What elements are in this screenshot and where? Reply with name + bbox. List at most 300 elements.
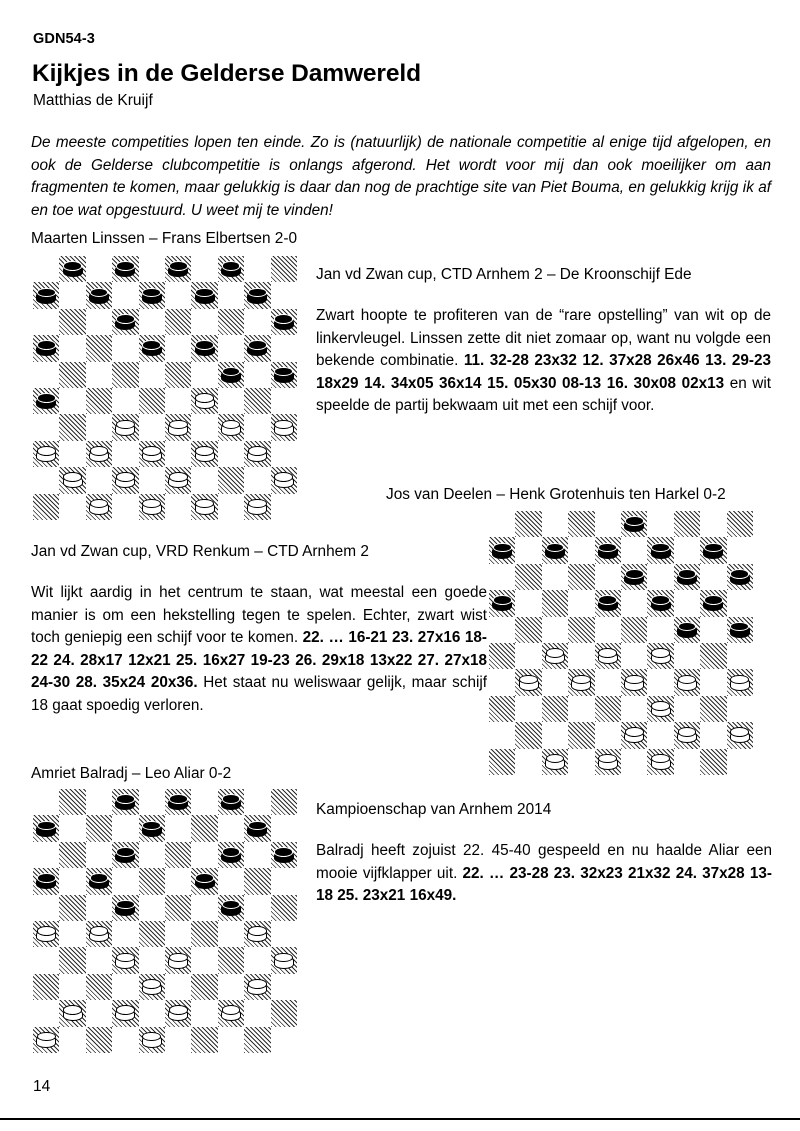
board-square-light — [244, 895, 270, 921]
black-piece — [36, 288, 56, 304]
white-piece — [247, 446, 267, 462]
commentary-text: Balradj heeft zojuist 22. 45-40 gespeeld en nu haalde Aliar een mooie vijfklapper uit. — [316, 842, 772, 882]
board-square-light — [674, 537, 700, 563]
board-square-30 — [244, 921, 270, 947]
board-square-46 — [33, 494, 59, 520]
board-square-39 — [647, 696, 673, 722]
game-2-heading: Jos van Deelen – Henk Grotenhuis ten Harkel 0-2 — [386, 486, 726, 503]
board-square-light — [515, 749, 541, 775]
board-square-8 — [139, 282, 165, 308]
board-square-light — [271, 441, 297, 467]
board-square-14 — [218, 309, 244, 335]
board-square-light — [33, 309, 59, 335]
board-square-13 — [621, 564, 647, 590]
board-square-20 — [244, 335, 270, 361]
piece-top — [222, 794, 241, 804]
board-square-light — [244, 842, 270, 868]
board-square-15 — [271, 842, 297, 868]
game-1-heading: Maarten Linssen – Frans Elbertsen 2-0 — [31, 230, 298, 247]
board-square-light — [244, 256, 270, 282]
board-square-light — [59, 1027, 85, 1053]
board-square-41 — [515, 722, 541, 748]
board-square-light — [191, 256, 217, 282]
board-square-38 — [139, 441, 165, 467]
piece-top — [274, 847, 293, 857]
black-piece — [36, 873, 56, 889]
board-square-47 — [86, 1027, 112, 1053]
black-piece — [703, 543, 723, 559]
black-piece — [677, 622, 697, 638]
piece-top — [248, 926, 267, 936]
board-square-42 — [112, 467, 138, 493]
board-square-light — [647, 669, 673, 695]
white-piece — [63, 1005, 83, 1021]
board-square-light — [59, 441, 85, 467]
piece-top — [37, 340, 56, 350]
board-square-3 — [165, 789, 191, 815]
board-square-3 — [621, 511, 647, 537]
piece-top — [90, 926, 109, 936]
board-square-50 — [244, 1027, 270, 1053]
board-square-light — [165, 282, 191, 308]
board-square-12 — [112, 842, 138, 868]
page-number: 14 — [33, 1078, 51, 1095]
board-square-16 — [33, 335, 59, 361]
white-piece — [115, 953, 135, 969]
board-square-light — [218, 815, 244, 841]
piece-top — [142, 1032, 161, 1042]
board-square-light — [139, 842, 165, 868]
piece-top — [142, 446, 161, 456]
board-square-13 — [165, 842, 191, 868]
board-square-light — [489, 669, 515, 695]
piece-top — [704, 543, 723, 553]
board-square-11 — [59, 842, 85, 868]
white-piece — [247, 979, 267, 995]
board-square-20 — [700, 590, 726, 616]
piece-top — [730, 569, 749, 579]
black-piece — [115, 900, 135, 916]
board-square-5 — [271, 789, 297, 815]
board-square-light — [621, 643, 647, 669]
board-square-10 — [244, 815, 270, 841]
board-square-11 — [59, 309, 85, 335]
white-piece — [89, 446, 109, 462]
board-square-light — [244, 947, 270, 973]
board-square-light — [86, 947, 112, 973]
board-square-light — [139, 467, 165, 493]
white-piece — [115, 420, 135, 436]
board-square-light — [700, 617, 726, 643]
move-notation: 22. … 16-21 23. 27x16 18-22 24. 28x17 12x21 25. 16x27 19-23 26. 29x18 13x22 27. 27x18 24-30 28. 35x24 20x36. — [31, 629, 487, 692]
board-square-37 — [542, 696, 568, 722]
board-square-light — [139, 414, 165, 440]
commentary-text: en wit speelde de partij bekwaam uit met een schijf voor. — [316, 374, 771, 415]
board-square-light — [218, 494, 244, 520]
black-piece — [168, 794, 188, 810]
board-square-light — [542, 564, 568, 590]
footer-divider — [0, 1118, 800, 1120]
piece-top — [222, 261, 241, 271]
black-piece — [168, 261, 188, 277]
piece-top — [116, 794, 135, 804]
piece-top — [90, 499, 109, 509]
piece-top — [678, 727, 697, 737]
black-piece — [142, 340, 162, 356]
board-square-32 — [568, 669, 594, 695]
black-piece — [195, 288, 215, 304]
board-square-21 — [515, 617, 541, 643]
board-square-light — [218, 868, 244, 894]
board-square-31 — [59, 414, 85, 440]
board-square-44 — [674, 722, 700, 748]
piece-top — [169, 953, 188, 963]
board-square-light — [165, 974, 191, 1000]
board-square-19 — [647, 590, 673, 616]
board-square-5 — [271, 256, 297, 282]
board-square-18 — [139, 868, 165, 894]
board-square-49 — [191, 494, 217, 520]
black-piece — [89, 873, 109, 889]
white-piece — [730, 675, 750, 691]
board-square-25 — [727, 617, 753, 643]
board-square-light — [647, 617, 673, 643]
piece-top — [142, 340, 161, 350]
board-square-1 — [515, 511, 541, 537]
board-square-20 — [244, 868, 270, 894]
black-piece — [274, 847, 294, 863]
piece-top — [116, 1005, 135, 1015]
board-square-light — [271, 335, 297, 361]
board-square-17 — [542, 590, 568, 616]
piece-top — [678, 622, 697, 632]
white-piece — [168, 420, 188, 436]
board-square-light — [112, 974, 138, 1000]
piece-top — [116, 953, 135, 963]
board-square-light — [700, 669, 726, 695]
piece-top — [37, 926, 56, 936]
board-square-21 — [59, 895, 85, 921]
white-piece — [677, 675, 697, 691]
white-piece — [247, 499, 267, 515]
board-square-31 — [59, 947, 85, 973]
game-3-heading: Amriet Balradj – Leo Aliar 0-2 — [31, 765, 232, 782]
board-square-22 — [112, 895, 138, 921]
board-square-light — [244, 789, 270, 815]
board-square-light — [112, 388, 138, 414]
document-code: GDN54-3 — [33, 31, 95, 47]
board-square-light — [489, 511, 515, 537]
piece-top — [169, 794, 188, 804]
board-square-light — [59, 388, 85, 414]
piece-top — [142, 499, 161, 509]
white-piece — [221, 420, 241, 436]
board-square-44 — [218, 467, 244, 493]
board-square-light — [139, 947, 165, 973]
board-square-27 — [86, 388, 112, 414]
board-square-2 — [112, 256, 138, 282]
board-square-light — [218, 282, 244, 308]
board-square-light — [568, 749, 594, 775]
board-square-light — [674, 696, 700, 722]
board-square-light — [218, 974, 244, 1000]
page-title: Kijkjes in de Gelderse Damwereld — [32, 60, 421, 87]
board-square-43 — [165, 1000, 191, 1026]
board-square-light — [621, 590, 647, 616]
board-square-28 — [595, 643, 621, 669]
black-piece — [247, 821, 267, 837]
piece-top — [248, 340, 267, 350]
black-piece — [115, 314, 135, 330]
black-piece — [598, 543, 618, 559]
piece-top — [222, 1005, 241, 1015]
piece-top — [142, 821, 161, 831]
white-piece — [142, 499, 162, 515]
board-square-light — [59, 974, 85, 1000]
board-square-light — [621, 537, 647, 563]
black-piece — [274, 367, 294, 383]
piece-top — [598, 648, 617, 658]
black-piece — [142, 288, 162, 304]
board-square-light — [568, 537, 594, 563]
piece-top — [63, 1005, 82, 1015]
black-piece — [703, 595, 723, 611]
piece-top — [274, 314, 293, 324]
black-piece — [115, 261, 135, 277]
white-piece — [89, 926, 109, 942]
piece-top — [116, 314, 135, 324]
piece-top — [546, 543, 565, 553]
board-square-light — [727, 749, 753, 775]
board-square-21 — [59, 362, 85, 388]
piece-top — [651, 543, 670, 553]
black-piece — [221, 367, 241, 383]
piece-top — [625, 516, 644, 526]
board-square-1 — [59, 256, 85, 282]
board-square-light — [271, 815, 297, 841]
piece-top — [116, 472, 135, 482]
black-piece — [221, 847, 241, 863]
white-piece — [195, 393, 215, 409]
piece-top — [248, 821, 267, 831]
board-square-35 — [271, 947, 297, 973]
board-square-light — [59, 282, 85, 308]
white-piece — [624, 727, 644, 743]
game-2-event: Jan vd Zwan cup, VRD Renkum – CTD Arnhem 2 — [31, 543, 369, 560]
piece-top — [248, 499, 267, 509]
black-piece — [624, 569, 644, 585]
move-notation: 22. … 23-28 23. 32x23 21x32 24. 37x28 13-18 25. 23x21 16x49. — [316, 864, 772, 905]
piece-top — [37, 288, 56, 298]
board-square-light — [674, 749, 700, 775]
white-piece — [115, 1005, 135, 1021]
piece-top — [598, 754, 617, 764]
board-square-9 — [191, 282, 217, 308]
board-square-22 — [112, 362, 138, 388]
piece-top — [546, 648, 565, 658]
black-piece — [274, 314, 294, 330]
black-piece — [651, 543, 671, 559]
board-square-light — [112, 868, 138, 894]
white-piece — [598, 754, 618, 770]
board-square-17 — [86, 868, 112, 894]
black-piece — [89, 288, 109, 304]
board-square-2 — [112, 789, 138, 815]
board-square-41 — [59, 467, 85, 493]
black-piece — [247, 288, 267, 304]
game-3-commentary — [316, 840, 772, 908]
board-square-6 — [33, 815, 59, 841]
black-piece — [492, 543, 512, 559]
piece-top — [116, 847, 135, 857]
board-square-light — [112, 282, 138, 308]
black-piece — [651, 595, 671, 611]
board-square-45 — [271, 467, 297, 493]
board-square-29 — [191, 921, 217, 947]
piece-top — [678, 569, 697, 579]
piece-top — [678, 675, 697, 685]
board-square-light — [542, 722, 568, 748]
board-square-9 — [647, 537, 673, 563]
board-square-light — [86, 414, 112, 440]
board-square-light — [33, 789, 59, 815]
board-square-44 — [218, 1000, 244, 1026]
board-square-light — [33, 947, 59, 973]
white-piece — [36, 446, 56, 462]
board-square-light — [59, 815, 85, 841]
board-square-23 — [165, 895, 191, 921]
piece-top — [546, 754, 565, 764]
board-square-light — [218, 1027, 244, 1053]
white-piece — [168, 953, 188, 969]
board-square-6 — [489, 537, 515, 563]
black-piece — [195, 873, 215, 889]
board-square-light — [700, 722, 726, 748]
white-piece — [142, 1032, 162, 1048]
board-square-light — [112, 815, 138, 841]
white-piece — [195, 446, 215, 462]
board-square-25 — [271, 895, 297, 921]
board-square-48 — [139, 494, 165, 520]
board-square-light — [165, 494, 191, 520]
board-square-49 — [647, 749, 673, 775]
black-piece — [221, 794, 241, 810]
game-3-event: Kampioenschap van Arnhem 2014 — [316, 801, 552, 818]
piece-top — [651, 648, 670, 658]
white-piece — [677, 727, 697, 743]
board-square-7 — [86, 282, 112, 308]
board-square-39 — [191, 441, 217, 467]
piece-top — [116, 900, 135, 910]
board-square-light — [674, 590, 700, 616]
board-square-light — [542, 669, 568, 695]
black-piece — [63, 261, 83, 277]
board-square-32 — [112, 947, 138, 973]
piece-top — [37, 393, 56, 403]
piece-top — [195, 446, 214, 456]
board-square-light — [112, 494, 138, 520]
piece-top — [625, 569, 644, 579]
board-square-45 — [271, 1000, 297, 1026]
draughts-board-2 — [489, 511, 753, 775]
piece-top — [37, 1032, 56, 1042]
board-square-light — [271, 974, 297, 1000]
board-square-light — [139, 362, 165, 388]
board-square-light — [165, 868, 191, 894]
piece-top — [169, 1005, 188, 1015]
piece-top — [274, 953, 293, 963]
board-square-32 — [112, 414, 138, 440]
board-square-42 — [112, 1000, 138, 1026]
piece-top — [90, 446, 109, 456]
board-square-light — [86, 842, 112, 868]
piece-top — [169, 420, 188, 430]
board-square-2 — [568, 511, 594, 537]
board-square-light — [86, 467, 112, 493]
board-square-light — [86, 789, 112, 815]
board-square-12 — [112, 309, 138, 335]
board-square-29 — [191, 388, 217, 414]
board-square-11 — [515, 564, 541, 590]
piece-top — [519, 675, 538, 685]
board-square-light — [621, 749, 647, 775]
piece-top — [90, 288, 109, 298]
board-square-46 — [489, 749, 515, 775]
board-square-34 — [218, 414, 244, 440]
board-square-26 — [33, 921, 59, 947]
white-piece — [36, 926, 56, 942]
board-square-25 — [271, 362, 297, 388]
board-square-light — [112, 921, 138, 947]
board-square-10 — [700, 537, 726, 563]
board-square-light — [191, 842, 217, 868]
white-piece — [89, 499, 109, 515]
board-square-light — [59, 868, 85, 894]
board-square-46 — [33, 1027, 59, 1053]
board-square-30 — [700, 643, 726, 669]
author-byline: Matthias de Kruijf — [33, 92, 153, 109]
draughts-board-1 — [33, 256, 297, 520]
white-piece — [519, 675, 539, 691]
board-square-light — [139, 309, 165, 335]
piece-top — [598, 595, 617, 605]
board-square-4 — [674, 511, 700, 537]
board-square-light — [647, 511, 673, 537]
board-square-12 — [568, 564, 594, 590]
black-piece — [142, 821, 162, 837]
piece-top — [222, 420, 241, 430]
board-square-light — [727, 590, 753, 616]
board-square-23 — [165, 362, 191, 388]
white-piece — [168, 1005, 188, 1021]
white-piece — [624, 675, 644, 691]
board-square-41 — [59, 1000, 85, 1026]
intro-paragraph: De meeste competities lopen ten einde. Zo is (natuurlijk) de nationale competitie al enige tijd afgelopen, en ook de Gelderse clubcompetitie is onlangs afgerond. Het wordt voor mij dan ook moeilijker om aan fragmenten te komen, maar gelukkig is daar dan nog de prachtige site van Piet Bouma, en gelukkig krijg ik af en toe wat opgestuurd. U weet mij te vinden! — [31, 134, 771, 219]
black-piece — [195, 340, 215, 356]
board-square-light — [515, 696, 541, 722]
board-square-38 — [139, 974, 165, 1000]
board-square-50 — [700, 749, 726, 775]
board-square-light — [271, 921, 297, 947]
piece-top — [195, 288, 214, 298]
piece-top — [730, 622, 749, 632]
board-square-light — [59, 494, 85, 520]
board-square-light — [489, 617, 515, 643]
piece-top — [248, 446, 267, 456]
draughts-board-3 — [33, 789, 297, 1053]
board-square-light — [86, 309, 112, 335]
white-piece — [274, 420, 294, 436]
